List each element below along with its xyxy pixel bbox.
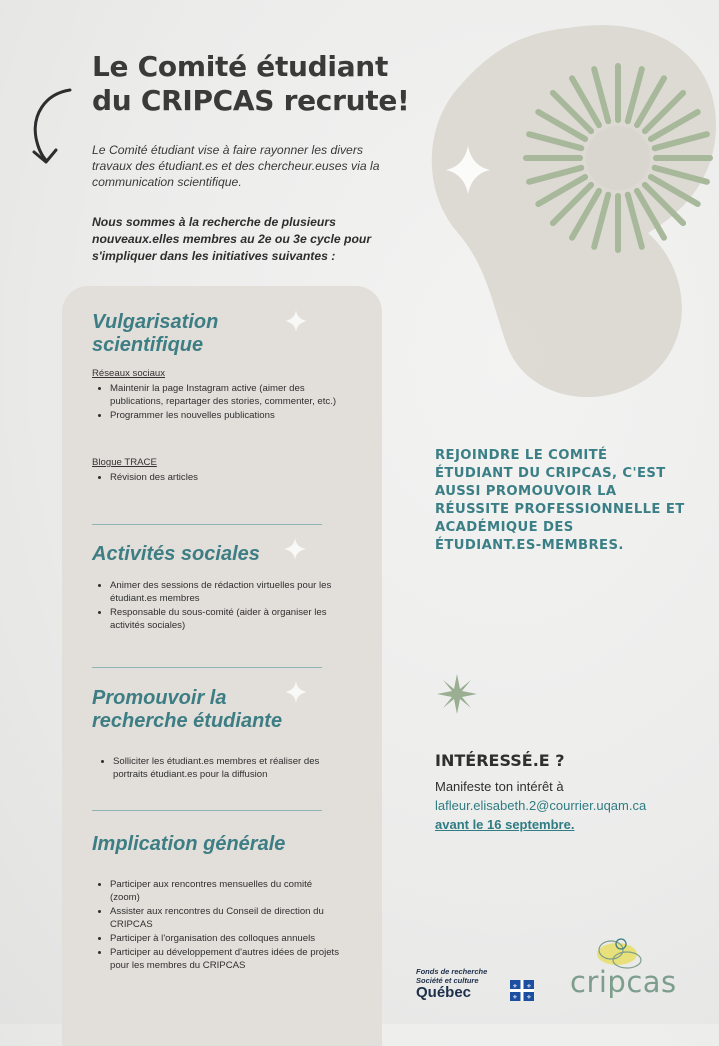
list-reseaux-sociaux: [97, 382, 340, 423]
eight-point-star-icon: [437, 674, 477, 714]
list-activites-sociales: [97, 579, 340, 633]
divider: [92, 524, 322, 525]
list-item: • Responsable du sous-comité (aider à organiser les activités sociales): [110, 606, 340, 632]
title-line-1: Le Comité étudiant: [92, 50, 389, 83]
list-item: • Programmer les nouvelles publications: [110, 409, 340, 422]
sparkle-icon: [283, 537, 307, 561]
frq-logo: Fonds de recherche Société et culture Québec ⚜ ⚜ ⚜ ⚜: [416, 967, 541, 1007]
contact-deadline: avant le 16 septembre.: [435, 817, 575, 832]
intro-bold-text: Nous sommes à la recherche de plusieurs nouveaux.elles membres au 2e ou 3e cycle pour s'impliquer dans les initiatives suivantes :: [92, 215, 372, 263]
list-item: • Participer aux rencontres mensuelles du comité (zoom): [110, 878, 340, 904]
section-title-vulgarisation: Vulgarisation scientifique: [92, 311, 219, 356]
list-item: • Assister aux rencontres du Conseil de direction du CRIPCAS: [110, 905, 340, 931]
svg-text:⚜: ⚜: [526, 994, 532, 1001]
list-promouvoir: [100, 755, 338, 782]
sparkle-icon: [284, 680, 308, 704]
subsection-blogue-trace: Blogue TRACE: [92, 457, 157, 468]
section-title-promouvoir: Promouvoir la recherche étudiante: [92, 687, 283, 732]
sparkle-icon: [284, 309, 308, 333]
divider: [92, 810, 322, 811]
cripcas-wordmark: cripcas: [570, 965, 677, 999]
svg-text:⚜: ⚜: [512, 994, 518, 1001]
list-item: • Solliciter les étudiant.es membres et réaliser des portraits étudiant.es pour la diffusion: [113, 755, 338, 781]
contact-email-link[interactable]: lafleur.elisabeth.2@courrier.uqam.ca: [435, 798, 647, 813]
list-item: • Révision des articles: [110, 471, 340, 484]
list-item: • Participer à l'organisation des colloques annuels: [110, 932, 340, 945]
list-item: • Maintenir la page Instagram active (aimer des publications, repartager des stories, commenter, etc.): [110, 382, 340, 408]
list-blogue: [97, 471, 340, 485]
page-title: [92, 50, 410, 118]
decorative-blob: [418, 18, 718, 408]
callout-text: REJOINDRE LE COMITÉ ÉTUDIANT DU CRIPCAS, C'EST AUSSI PROMOUVOIR LA RÉUSSITE PROFESSIONNELLE ET ACADÉMIQUE DES ÉTUDIANT.ES-MEMBRES.: [435, 448, 685, 553]
list-item: • Animer des sessions de rédaction virtuelles pour les étudiant.es membres: [110, 579, 340, 605]
intro-text: Le Comité étudiant vise à faire rayonner les divers travaux des étudiant.es et des chercheur.euses via la communication scientifique.: [92, 143, 380, 189]
contact-text: Manifeste ton intérêt à: [435, 779, 564, 794]
section-title-activites-sociales: Activités sociales: [92, 543, 260, 565]
list-item: • Participer au développement d'autres idées de projets pour les membres du CRIPCAS: [110, 946, 340, 972]
subsection-reseaux-sociaux: Réseaux sociaux: [92, 368, 166, 379]
svg-text:⚜: ⚜: [526, 983, 532, 990]
list-implication: [97, 878, 340, 973]
svg-text:⚜: ⚜: [512, 983, 518, 990]
quebec-flag-icon: [510, 980, 534, 1001]
section-title-implication: Implication générale: [92, 833, 286, 855]
divider: [92, 667, 322, 668]
title-line-2: du CRIPCAS recrute!: [92, 84, 410, 117]
contact-heading: INTÉRESSÉ.E ?: [435, 751, 565, 770]
curved-arrow-icon: [22, 86, 82, 166]
